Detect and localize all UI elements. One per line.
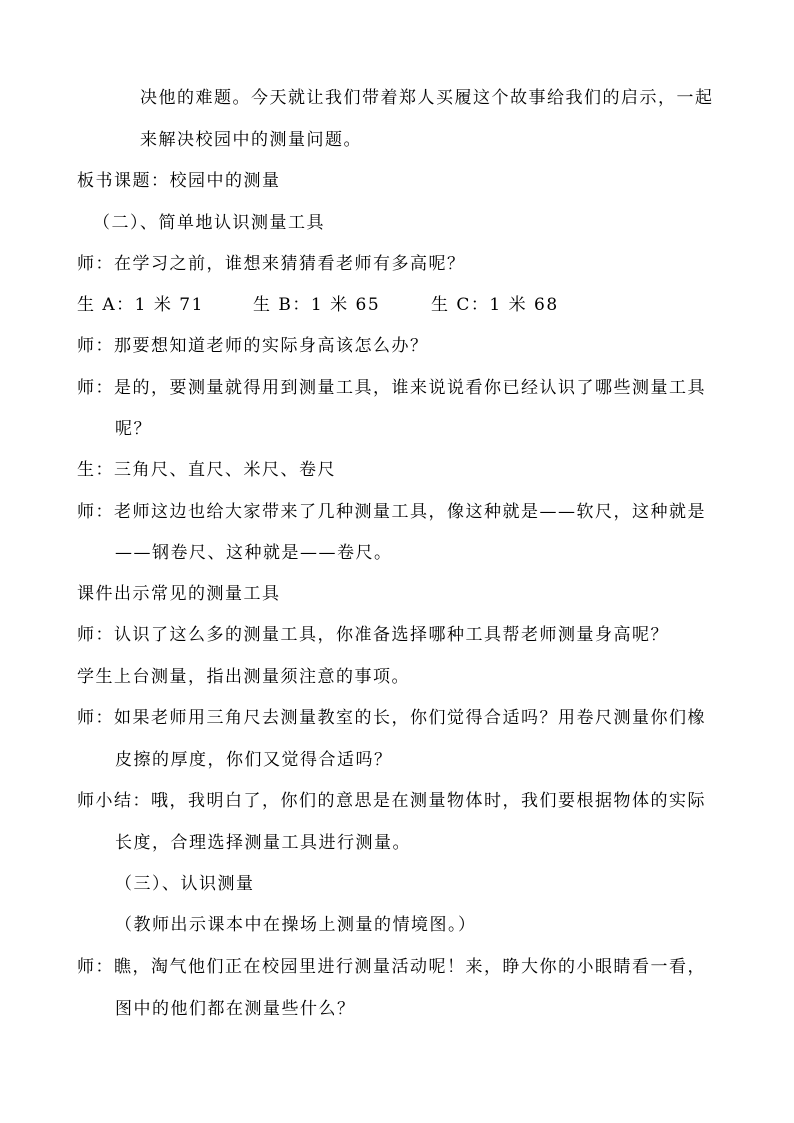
text-line: （教师出示课本中在操场上测量的情境图。） xyxy=(115,915,477,935)
text-line: 师：如果老师用三角尺去测量教室的长，你们觉得合适吗？用卷尺测量你们橡 xyxy=(77,708,706,728)
text-line: 来解决校园中的测量问题。 xyxy=(140,130,362,150)
text-line: 板书课题：校园中的测量 xyxy=(77,171,281,191)
text-line: 师：老师这边也给大家带来了几种测量工具，像这种就是——软尺，这种就是 xyxy=(77,502,706,522)
guess-b: 生 B：1 米 65 xyxy=(253,295,381,315)
text-line: 师：认识了这么多的测量工具，你准备选择哪种工具帮老师测量身高呢？ xyxy=(77,625,669,645)
text-line: 课件出示常见的测量工具 xyxy=(77,584,281,604)
text-line: 长度，合理选择测量工具进行测量。 xyxy=(115,833,411,853)
text-line: 师：是的，要测量就得用到测量工具，谁来说说看你已经认识了哪些测量工具 xyxy=(77,378,706,398)
text-line: 师：瞧，淘气他们正在校园里进行测量活动呢！来，睁大你的小眼睛看一看， xyxy=(77,957,706,977)
text-line: 学生上台测量，指出测量须注意的事项。 xyxy=(77,667,410,687)
text-line: 决他的难题。今天就让我们带着郑人买履这个故事给我们的启示，一起 xyxy=(140,88,714,108)
text-line: 皮擦的厚度，你们又觉得合适吗？ xyxy=(115,750,393,770)
guess-a: 生 A：1 米 71 xyxy=(77,295,204,315)
section-heading: （三）、认识测量 xyxy=(115,874,255,894)
text-line: 师：那要想知道老师的实际身高该怎么办？ xyxy=(77,336,429,356)
text-line: 呢？ xyxy=(115,419,152,439)
text-line: 图中的他们都在测量些什么？ xyxy=(115,999,356,1019)
text-line: 师小结：哦，我明白了，你们的意思是在测量物体时，我们要根据物体的实际 xyxy=(77,791,706,811)
text-line: ——钢卷尺、这种就是——卷尺。 xyxy=(115,543,393,563)
guess-c: 生 C：1 米 68 xyxy=(431,295,559,315)
text-line: 师：在学习之前，谁想来猜猜看老师有多高呢？ xyxy=(77,254,466,274)
section-heading: （二）、简单地认识测量工具 xyxy=(93,213,325,233)
text-line: 生：三角尺、直尺、米尺、卷尺 xyxy=(77,460,336,480)
